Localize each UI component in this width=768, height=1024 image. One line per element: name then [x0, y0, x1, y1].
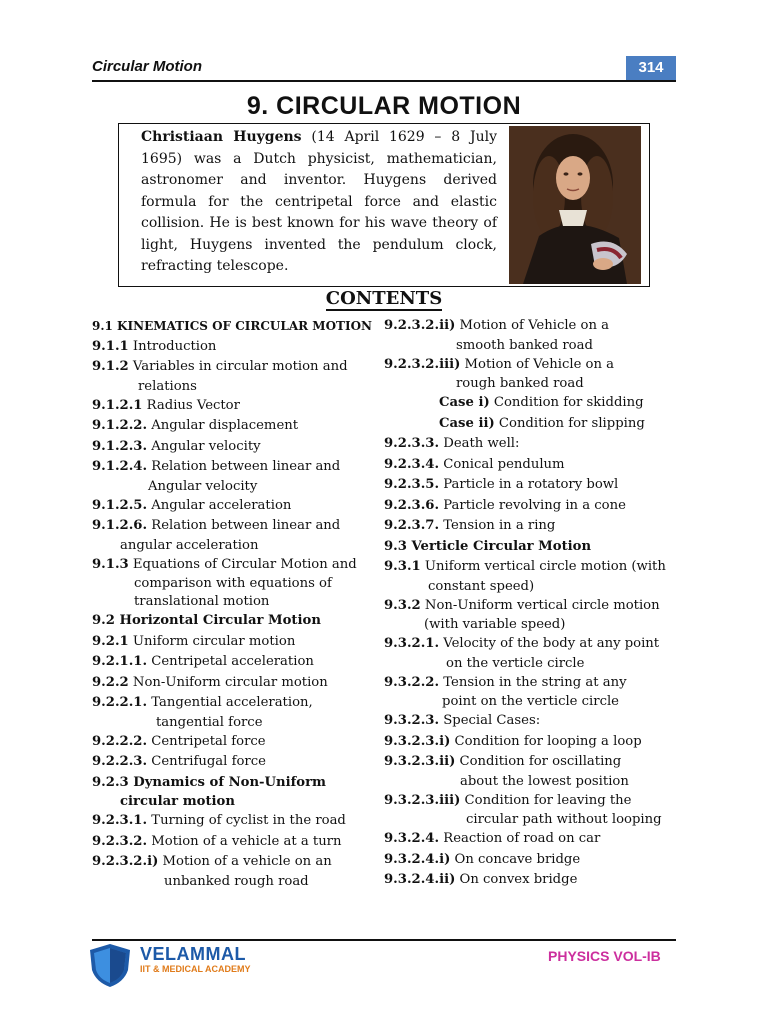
chapter-title: 9. CIRCULAR MOTION: [246, 92, 522, 120]
contents-entry: [384, 752, 684, 791]
brand-name: VELAMMAL: [140, 944, 246, 964]
contents-entry: [384, 596, 684, 635]
entry-number: 9.2.2.1.: [92, 695, 148, 710]
entry-title: Tension in a ring: [439, 518, 556, 533]
entry-number: 9.3.2.3.: [384, 713, 440, 728]
entry-number: 9.2.2: [92, 674, 129, 690]
entry-title: Reaction of road on car: [439, 831, 601, 846]
entry-number: 9.2.1.1.: [92, 654, 148, 669]
entry-continuation: rough banked road: [456, 376, 584, 391]
page-number-badge: 314: [626, 56, 676, 80]
entry-title: Motion of Vehicle on a: [455, 318, 610, 333]
entry-title: On concave bridge: [450, 851, 581, 867]
contents-entry: [384, 455, 684, 476]
entry-number: 9.1.2.3.: [92, 438, 148, 454]
contents-entry: [384, 829, 684, 850]
contents-entry: [384, 711, 684, 732]
entry-title: Tangential acceleration,: [147, 695, 313, 710]
entry-number: 9.2 Horizontal Circular Motion: [92, 613, 321, 628]
contents-entry: [92, 652, 382, 673]
entry-continuation: comparison with equations of: [134, 576, 332, 591]
entry-title: Uniform circular motion: [128, 633, 296, 649]
entry-number: 9.2.3.5.: [384, 477, 440, 492]
contents-entry: [384, 355, 684, 394]
entry-number: 9.3 Verticle Circular Motion: [384, 538, 592, 554]
footer-brand: [140, 944, 251, 974]
contents-entry: [92, 732, 382, 753]
entry-number: 9.2.3.2.ii): [384, 318, 456, 333]
contents-entry: [92, 832, 382, 853]
entry-title: Centrifugal force: [147, 754, 266, 769]
entry-title: Turning of cyclist in the road: [147, 813, 346, 828]
entry-title: Variables in circular motion and: [128, 359, 348, 374]
entry-number: 9.2.3.2.i): [92, 854, 159, 869]
contents-entry: [384, 475, 684, 496]
entry-number: 9.3.2.2.: [384, 674, 440, 690]
entry-number: 9.1.1: [92, 338, 129, 354]
brand-subtitle: IIT & MEDICAL ACADEMY: [140, 964, 251, 974]
entry-title: Centripetal force: [147, 733, 266, 749]
entry-continuation: Angular velocity: [148, 478, 258, 494]
entry-title: Condition for skidding: [489, 395, 644, 410]
contents-left-column: [92, 316, 382, 891]
contents-entry: [92, 555, 382, 612]
contents-entry: [384, 850, 684, 871]
contents-entry: [92, 416, 382, 437]
contents-entry: [384, 673, 684, 712]
contents-entry: [92, 811, 382, 832]
entry-number: 9.2.3.3.: [384, 436, 440, 451]
contents-entry: [384, 434, 684, 455]
contents-entry: [92, 852, 382, 891]
entry-title: Particle revolving in a cone: [439, 497, 626, 513]
biography-box: [118, 123, 650, 287]
footer-divider: [92, 939, 676, 941]
entry-number: 9.2.2.3.: [92, 754, 148, 769]
entry-continuation: point on the verticle circle: [442, 694, 619, 709]
entry-title: Introduction: [128, 338, 217, 354]
entry-number: 9.1.2.1: [92, 397, 143, 413]
entry-number: 9.3.2.1.: [384, 636, 440, 651]
entry-title: Death well:: [439, 436, 520, 451]
contents-entry: [92, 611, 382, 632]
contents-entry: [384, 634, 684, 673]
entry-number: 9.1.2.5.: [92, 497, 148, 513]
entry-number: 9.1.2.4.: [92, 459, 148, 474]
entry-title: Non-Uniform vertical circle motion: [420, 597, 660, 613]
entry-title: Motion of a vehicle on an: [158, 854, 332, 869]
entry-number: 9.2.3.4.: [384, 456, 440, 472]
entry-continuation: (with variable speed): [424, 617, 566, 632]
entry-title: Condition for leaving the: [460, 792, 632, 808]
entry-continuation: translational motion: [134, 594, 270, 609]
contents-entry: [384, 414, 684, 435]
entry-continuation: unbanked rough road: [164, 873, 309, 889]
entry-title: Uniform vertical circle motion (with: [420, 559, 666, 574]
contents-entry: [92, 437, 382, 458]
entry-title: Conical pendulum: [439, 456, 565, 472]
entry-number: 9.3.2.3.iii): [384, 792, 461, 808]
entry-title: Equations of Circular Motion and: [128, 556, 357, 572]
contents-entry: [92, 457, 382, 496]
entry-title: Tension in the string at any: [439, 674, 627, 690]
contents-entry: [92, 396, 382, 417]
entry-number: 9.2.3.1.: [92, 813, 148, 828]
entry-number: 9.3.2.4.ii): [384, 872, 456, 887]
entry-number: 9.1.3: [92, 556, 129, 572]
entry-title: Angular displacement: [147, 418, 299, 433]
scientist-name: Christiaan Huygens: [141, 129, 302, 145]
contents-entry: [384, 316, 684, 355]
entry-continuation: tangential force: [156, 714, 263, 730]
contents-entry: [384, 516, 684, 537]
contents-right-column: [384, 316, 684, 891]
entry-number: 9.1 KINEMATICS OF CIRCULAR MOTION: [92, 319, 372, 333]
contents-entry: [92, 316, 382, 337]
entry-title: Relation between linear and: [147, 459, 341, 474]
entry-number: 9.2.2.2.: [92, 733, 148, 749]
entry-title: On convex bridge: [455, 872, 578, 887]
contents-entry: [384, 557, 684, 596]
entry-number: 9.1.2.2.: [92, 418, 148, 433]
contents-entry: [384, 870, 684, 891]
entry-title: Particle in a rotatory bowl: [439, 477, 619, 492]
entry-number: 9.2.3 Dynamics of Non-Uniform: [92, 774, 326, 790]
contents-entry: [92, 337, 382, 358]
entry-title: Relation between linear and: [147, 518, 341, 533]
entry-continuation: about the lowest position: [460, 773, 629, 789]
entry-number: Case i): [439, 395, 490, 410]
contents-entry: [92, 673, 382, 694]
biography-text: [141, 127, 497, 278]
contents-entry: [92, 496, 382, 517]
entry-title: Non-Uniform circular motion: [128, 674, 328, 690]
entry-continuation: constant speed): [428, 578, 535, 594]
entry-title: Centripetal acceleration: [147, 654, 314, 669]
entry-number: 9.3.2: [384, 597, 421, 613]
contents-entry: [92, 773, 382, 812]
contents-entry: [92, 516, 382, 555]
velammal-shield-logo-icon: [86, 942, 134, 988]
entry-number: 9.2.3.2.: [92, 833, 148, 849]
contents-entry: [384, 537, 684, 558]
entry-number: 9.2.3.7.: [384, 518, 440, 533]
contents-heading: CONTENTS: [325, 288, 443, 309]
entry-number: 9.1.2: [92, 359, 129, 374]
entry-continuation: angular acceleration: [120, 537, 259, 553]
entry-title: Velocity of the body at any point: [439, 636, 660, 651]
biography-body: (14 April 1629 – 8 July 1695) was a Dutch physicist, mathematician, astronomer and inventor. Huygens derived formula for the centripetal force and elastic collision. He is best known for his wave theory of light, Huygens invented the pendulum clock, refracting telescope.: [141, 129, 497, 274]
entry-title: Condition for oscillating: [455, 754, 622, 769]
contents-entry: [384, 496, 684, 517]
contents-entry: [92, 752, 382, 773]
contents-entry: [384, 732, 684, 753]
entry-number: 9.3.2.3.ii): [384, 754, 456, 769]
entry-title: Radius Vector: [142, 397, 240, 413]
header-divider: [92, 80, 676, 82]
entry-number: 9.3.2.4.: [384, 831, 440, 846]
huygens-portrait: [509, 126, 641, 284]
entry-continuation: circular path without looping: [466, 812, 662, 827]
entry-number: Case ii): [439, 415, 495, 431]
entry-title: Special Cases:: [439, 713, 541, 728]
entry-number: 9.3.2.4.i): [384, 851, 451, 867]
volume-label: PHYSICS VOL-IB: [548, 948, 661, 964]
entry-continuation: smooth banked road: [456, 337, 593, 353]
entry-title: Motion of Vehicle on a: [460, 356, 615, 372]
entry-number: 9.3.2.3.i): [384, 733, 451, 749]
entry-title: Angular acceleration: [147, 497, 292, 513]
entry-continuation: on the verticle circle: [446, 655, 585, 671]
running-title: Circular Motion: [92, 58, 203, 75]
entry-number: 9.2.1: [92, 633, 129, 649]
contents-entry: [92, 632, 382, 653]
entry-title: Angular velocity: [147, 438, 261, 454]
entry-continuation: relations: [138, 378, 197, 394]
contents-entry: [92, 357, 382, 396]
contents-entry: [384, 393, 684, 414]
entry-title: Condition for slipping: [494, 415, 645, 431]
entry-title: Motion of a vehicle at a turn: [147, 833, 342, 849]
entry-number: 9.2.3.2.iii): [384, 356, 461, 372]
contents-entry: [384, 791, 684, 830]
contents-entry: [92, 693, 382, 732]
entry-number: 9.2.3.6.: [384, 497, 440, 513]
entry-continuation: circular motion: [120, 794, 235, 809]
entry-title: Condition for looping a loop: [450, 733, 642, 749]
entry-number: 9.1.2.6.: [92, 518, 148, 533]
entry-number: 9.3.1: [384, 559, 421, 574]
